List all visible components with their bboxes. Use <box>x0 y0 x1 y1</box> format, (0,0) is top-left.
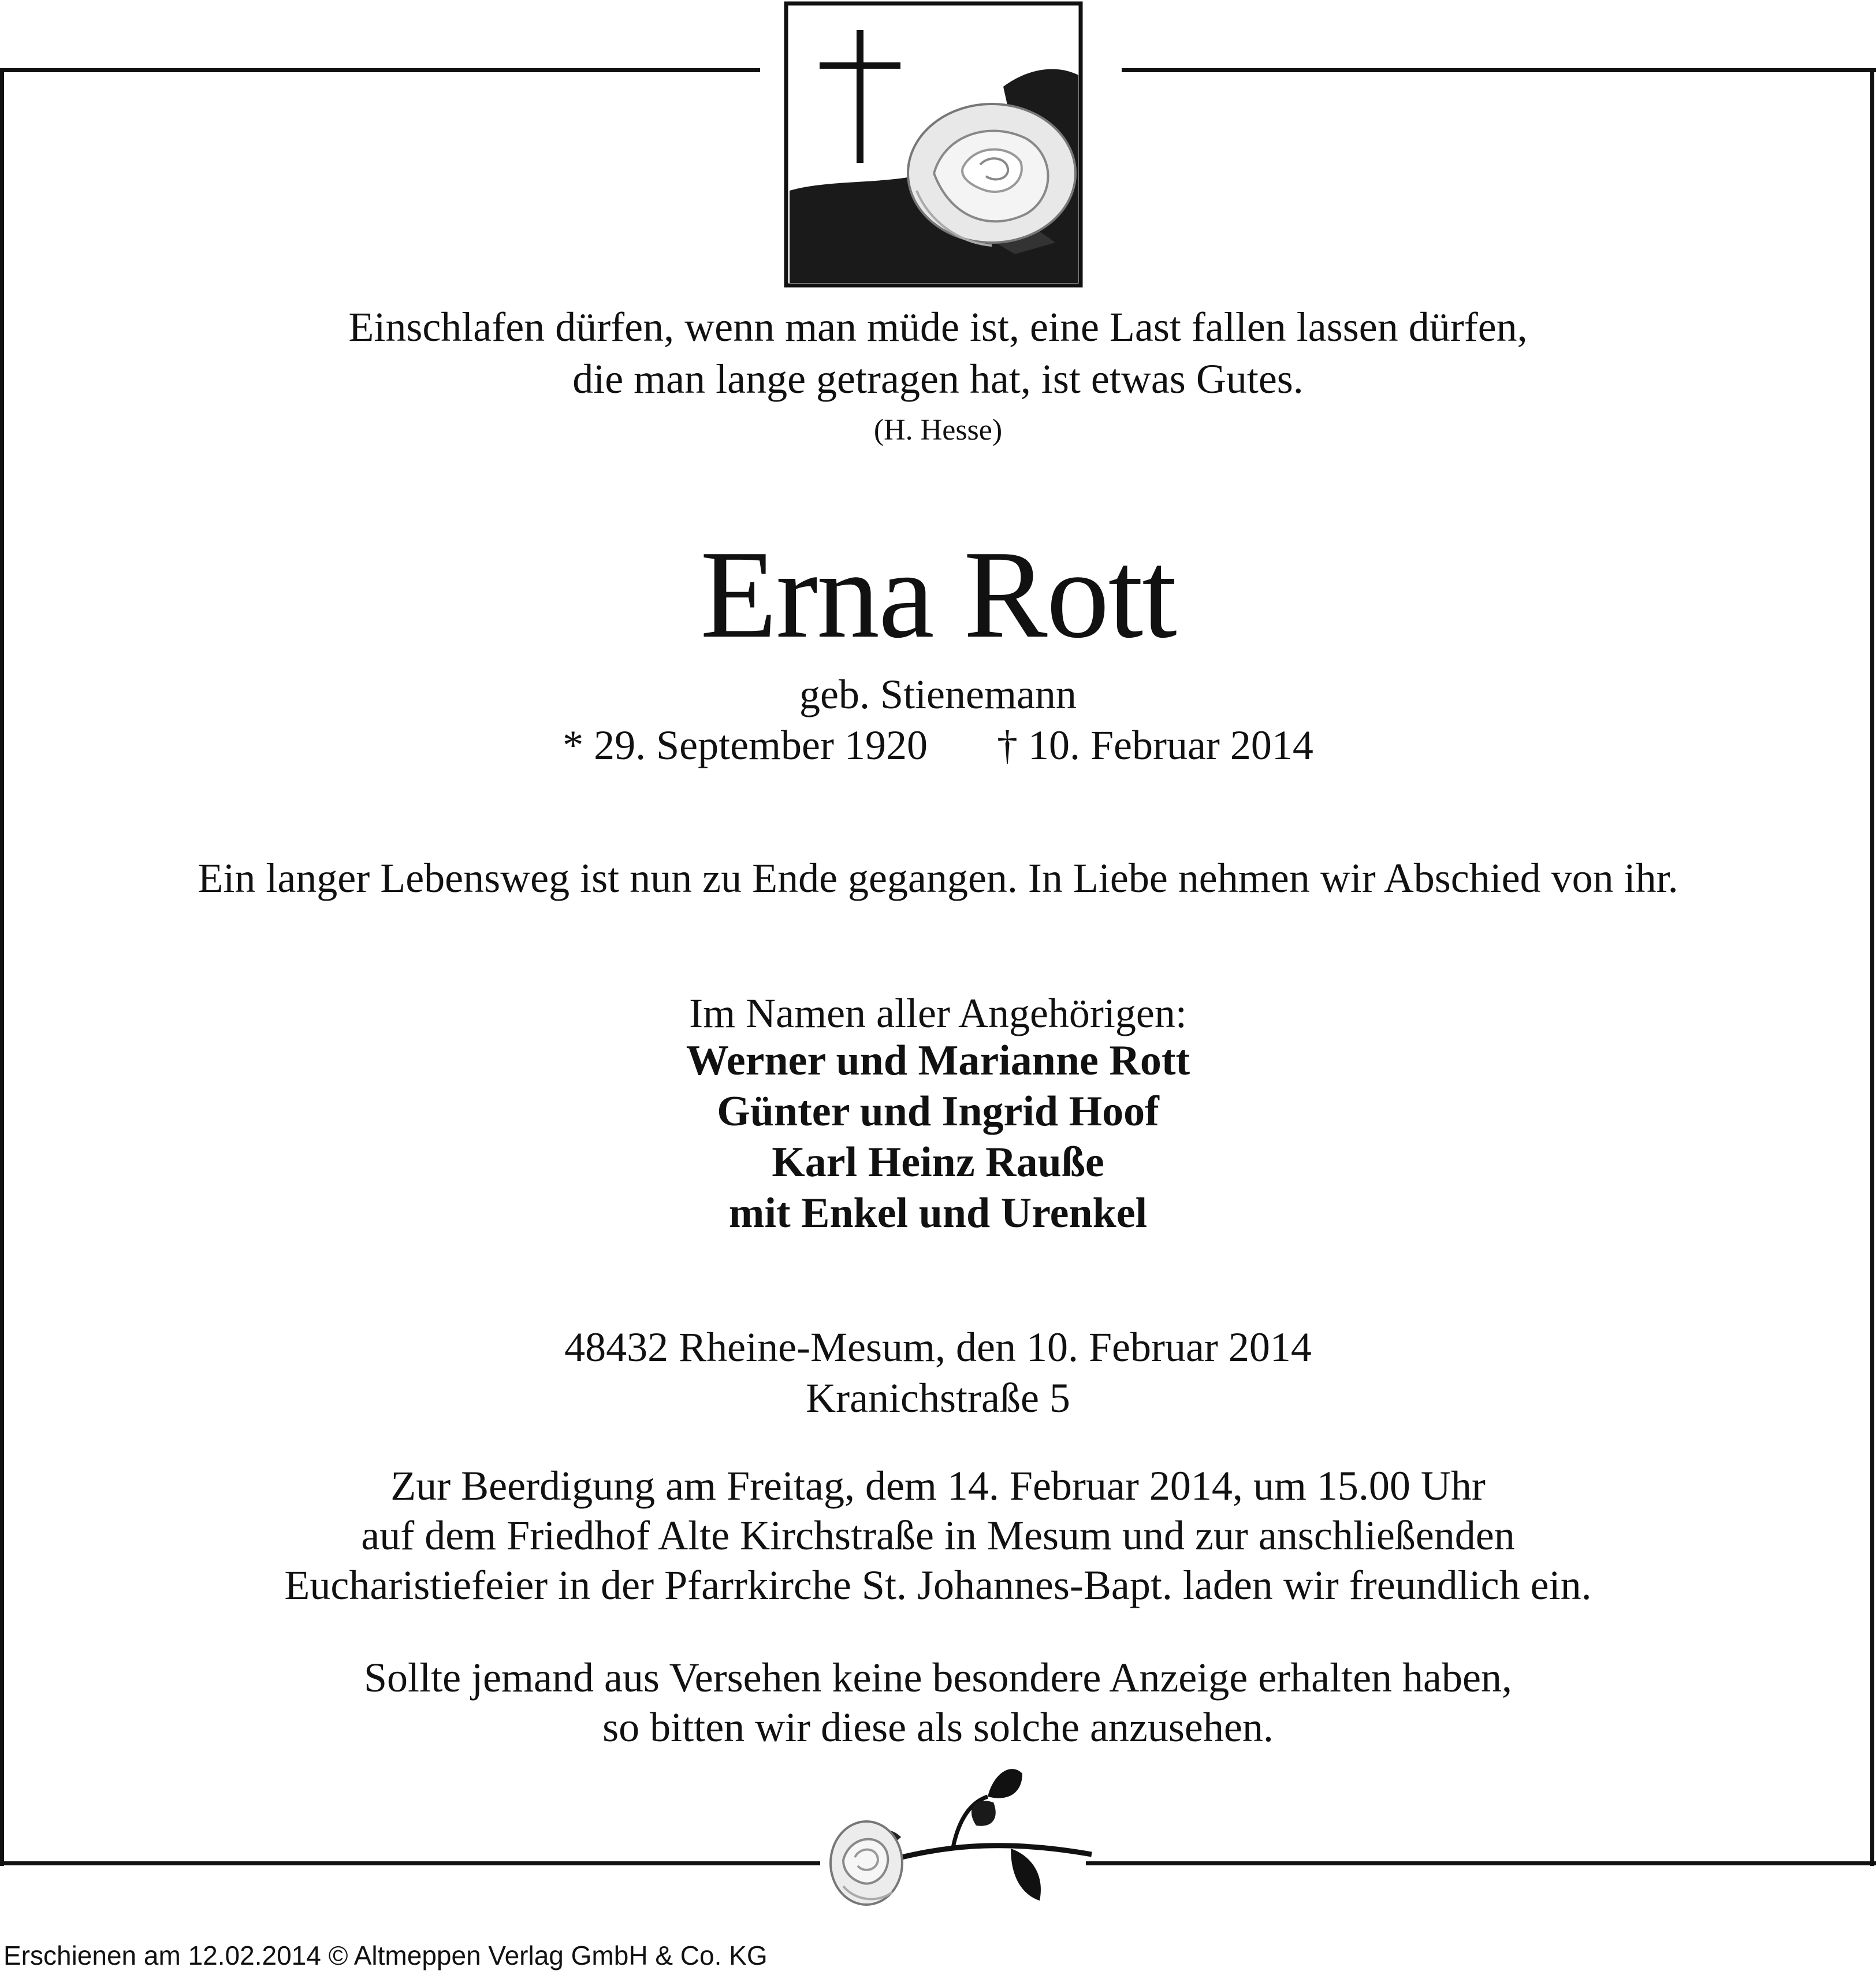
quote-author: (H. Hesse) <box>873 414 1003 447</box>
life-dates <box>0 720 1876 771</box>
mourners-intro: Im Namen aller Angehörigen: <box>689 990 1187 1036</box>
street-address: Kranichstraße 5 <box>806 1375 1070 1421</box>
maiden-name: geb. Stienemann <box>799 671 1077 717</box>
funeral-line-2: auf dem Friedhof Alte Kirchstraße in Mesum und zur anschließenden <box>361 1512 1515 1559</box>
death-date: † 10. Februar 2014 <box>996 722 1313 768</box>
cross-and-rose-icon <box>784 0 1084 288</box>
notice-line-2: so bitten wir diese als solche anzusehen. <box>602 1704 1274 1750</box>
quote-line-2: die man lange getragen hat, ist etwas Gutes. <box>572 356 1304 402</box>
mourner-line: mit Enkel und Urenkel <box>728 1189 1148 1237</box>
frame-top-right <box>1122 68 1876 72</box>
frame-top-left <box>0 68 760 72</box>
mourner-line: Werner und Marianne Rott <box>686 1037 1190 1084</box>
funeral-line-3: Eucharistiefeier in der Pfarrkirche St. Johannes-Bapt. laden wir freundlich ein. <box>284 1562 1592 1608</box>
notice-line-1: Sollte jemand aus Versehen keine besondere Anzeige erhalten haben, <box>364 1654 1512 1701</box>
frame-bottom-right <box>1086 1861 1876 1865</box>
place-date: 48432 Rheine-Mesum, den 10. Februar 2014 <box>564 1324 1312 1370</box>
mourner-line: Günter und Ingrid Hoof <box>717 1088 1159 1135</box>
frame-bottom-left <box>0 1861 820 1865</box>
birth-date: * 29. September 1920 <box>563 722 928 768</box>
publication-footer: Erschienen am 12.02.2014 © Altmeppen Verlag GmbH & Co. KG <box>3 1940 768 1970</box>
deceased-name: Erna Rott <box>700 525 1176 664</box>
mourner-line: Karl Heinz Rauße <box>772 1139 1104 1186</box>
funeral-line-1: Zur Beerdigung am Freitag, dem 14. Februar 2014, um 15.00 Uhr <box>390 1463 1486 1509</box>
quote-line-1: Einschlafen dürfen, wenn man müde ist, eine Last fallen lassen dürfen, <box>348 304 1528 350</box>
rose-icon <box>820 1762 1097 1912</box>
farewell-text: Ein langer Lebensweg ist nun zu Ende gegangen. In Liebe nehmen wir Abschied von ihr. <box>198 855 1678 901</box>
